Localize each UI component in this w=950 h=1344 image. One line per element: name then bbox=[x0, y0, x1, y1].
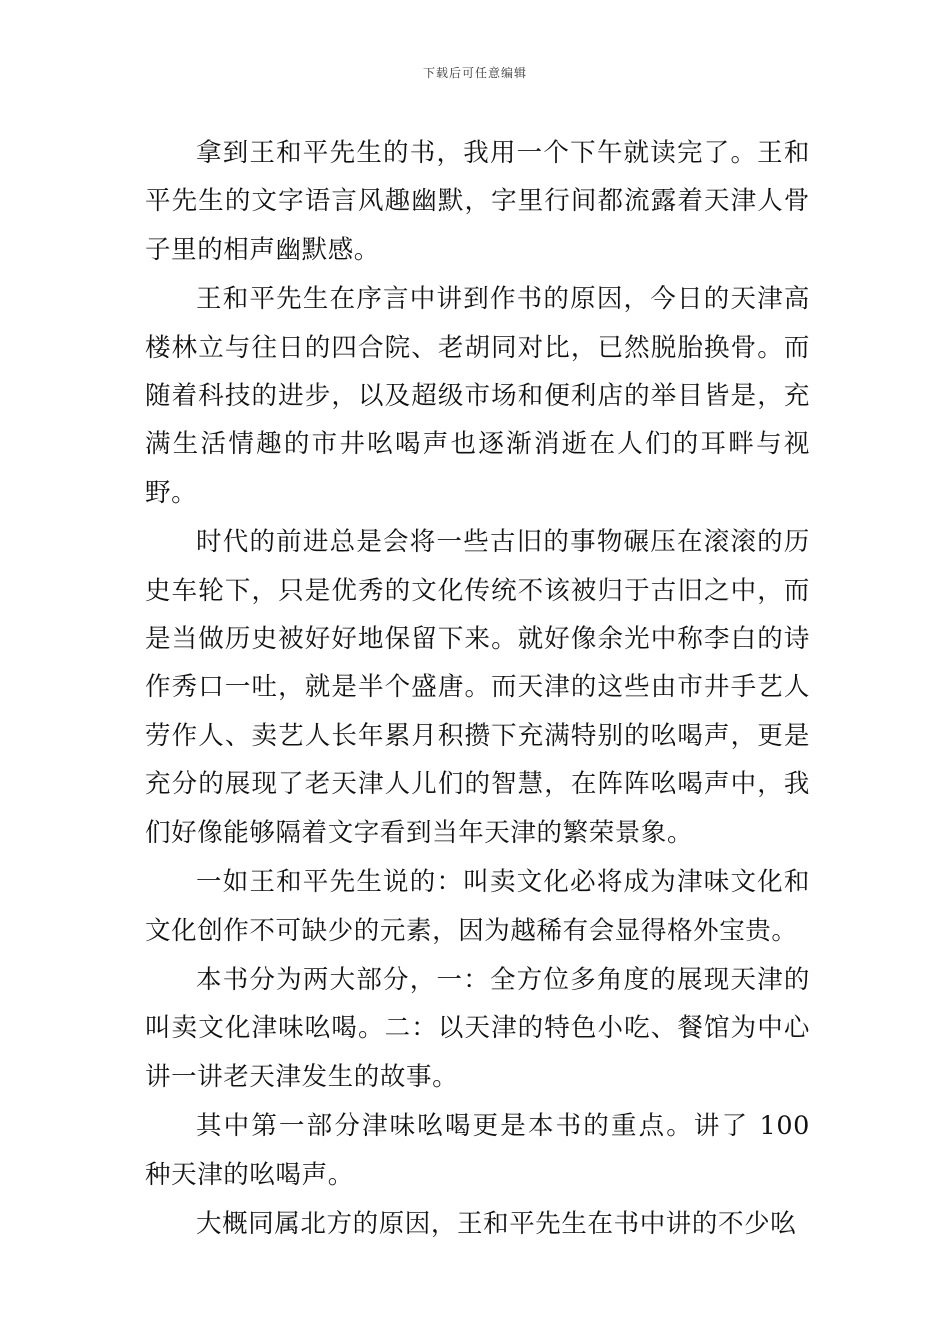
paragraph: 拿到王和平先生的书，我用一个下午就读完了。王和平先生的文字语言风趣幽默，字里行间都流露着天津人骨子里的相声幽默感。 bbox=[145, 138, 810, 265]
paragraph: 其中第一部分津味吆喝更是本书的重点。讲了 100 种天津的吆喝声。 bbox=[145, 1111, 810, 1190]
paragraph: 本书分为两大部分，一：全方位多角度的展现天津的叫卖文化津味吆喝。二：以天津的特色小吃、餐馆为中心讲一讲老天津发生的故事。 bbox=[145, 964, 810, 1092]
header-note: 下载后可任意编辑 bbox=[422, 66, 527, 80]
paragraph: 大概同属北方的原因，王和平先生在书中讲的不少吆 bbox=[196, 1208, 797, 1239]
paragraph: 一如王和平先生说的：叫卖文化必将成为津味文化和文化创作不可缺少的元素，因为越稀有会显得格外宝贵。 bbox=[145, 867, 810, 946]
paragraph: 时代的前进总是会将一些古旧的事物碾压在滚滚的历史车轮下，只是优秀的文化传统不该被归于古旧之中，而是当做历史被好好地保留下来。就好像余光中称李白的诗作秀口一吐，就是半个盛唐。而天津的这些由市井手艺人劳作人、卖艺人长年累月积攒下充满特别的吆喝声，更是充分的展现了老天津人儿们的智慧，在阵阵吆喝声中，我们好像能够隔着文字看到当年天津的繁荣景象。 bbox=[145, 527, 810, 848]
body-text bbox=[145, 129, 810, 1249]
paragraph: 王和平先生在序言中讲到作书的原因，今日的天津高楼林立与往日的四合院、老胡同对比，已然脱胎换骨。而随着科技的进步，以及超级市场和便利店的举目皆是，充满生活情趣的市井吆喝声也逐渐消逝在人们的耳畔与视野。 bbox=[145, 284, 810, 508]
